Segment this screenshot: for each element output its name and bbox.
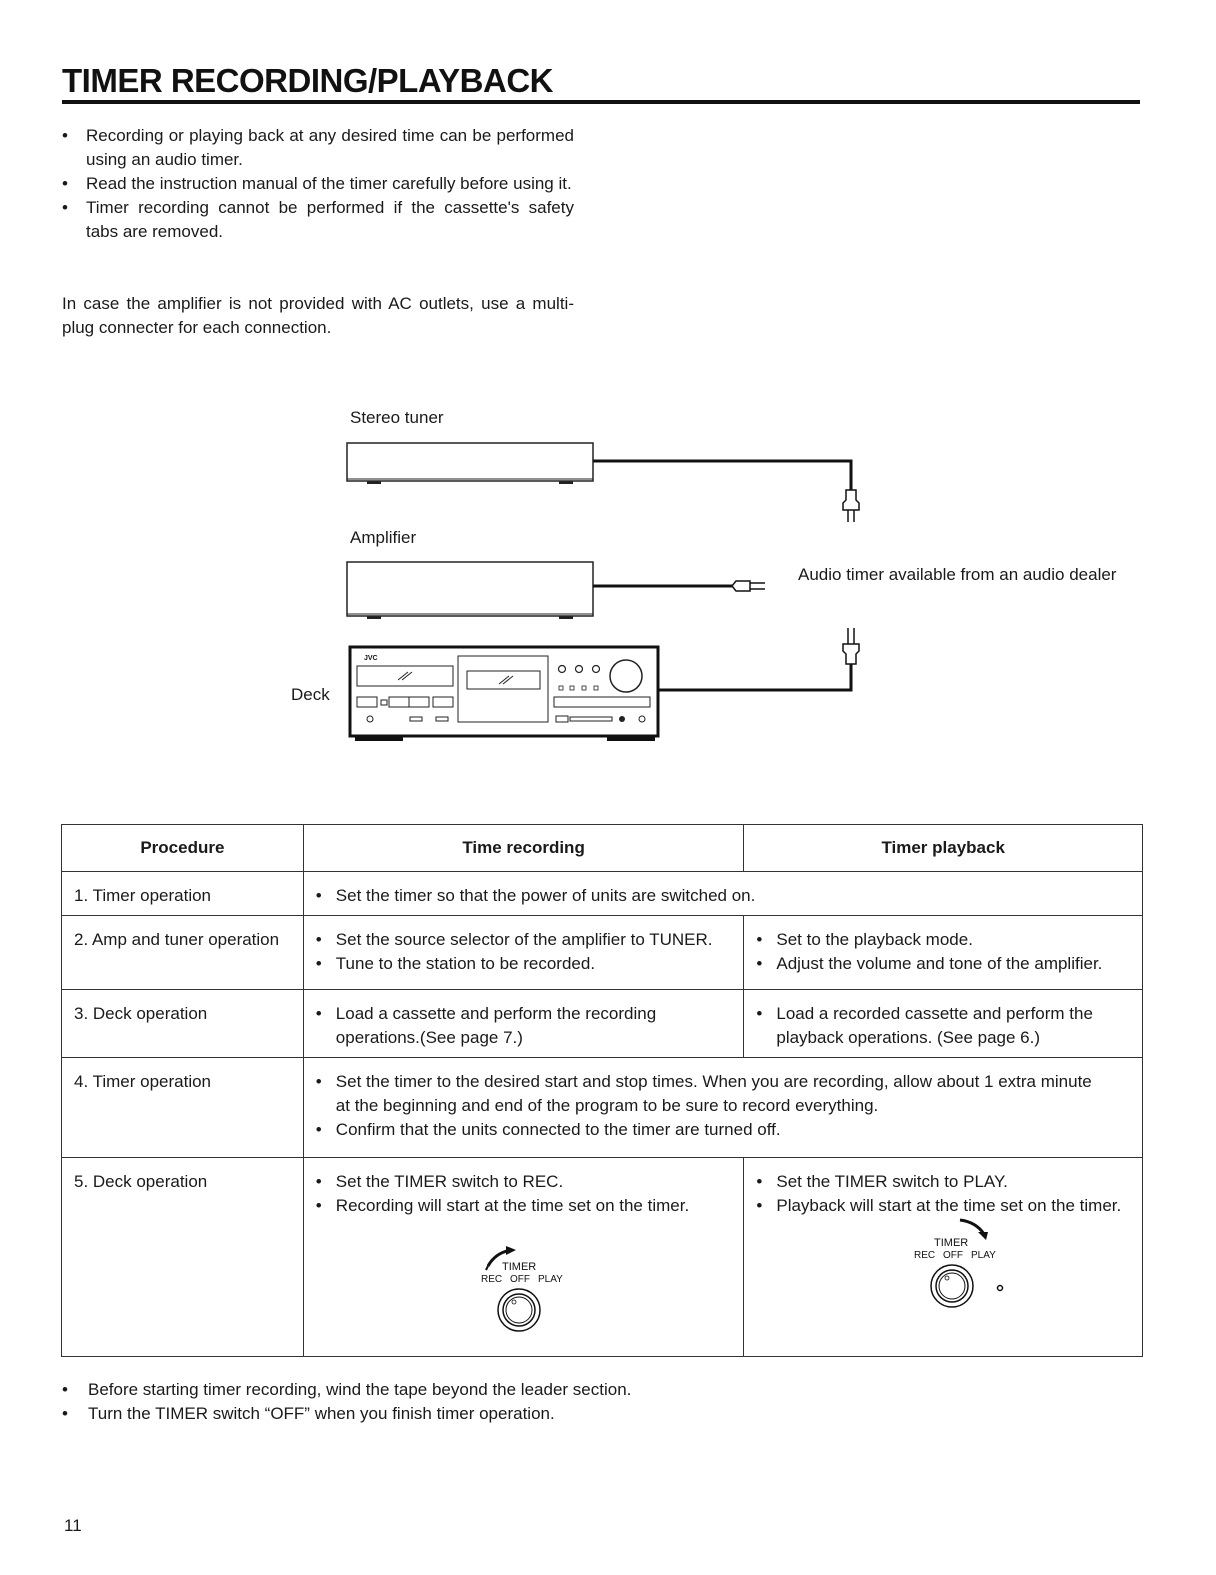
- deck-label: Deck: [291, 685, 330, 704]
- intro-note: In case the amplifier is not provided with AC outlets, use a multi-plug connecter for each connection.: [62, 294, 574, 337]
- step-label: 1. Timer operation: [62, 872, 304, 916]
- footer-notes: [62, 1378, 631, 1426]
- recording-cell: [303, 990, 744, 1058]
- header-procedure: Procedure: [62, 825, 304, 872]
- cell-bullet: • Set the source selector of the amplifier to TUNER.: [316, 928, 732, 952]
- cell-bullet: • Set the TIMER switch to REC.: [316, 1170, 732, 1194]
- cell-bullet: • Load a recorded cassette and perform the playback operations. (See page 6.): [756, 1002, 1130, 1050]
- cell-bullet: • Adjust the volume and tone of the amplifier.: [756, 952, 1130, 976]
- playback-cell: [744, 990, 1143, 1058]
- cell-bullet: • Load a cassette and perform the recording operations.(See page 7.): [316, 1002, 732, 1050]
- shared-cell: [303, 872, 1142, 916]
- step-label: 2. Amp and tuner operation: [62, 916, 304, 990]
- deck-illustration: [350, 647, 658, 741]
- table-row: [62, 990, 1143, 1058]
- knob-rec: REC: [480, 1274, 502, 1285]
- table-header-row: [62, 825, 1143, 872]
- header-timer-playback: Timer playback: [744, 825, 1143, 872]
- cell-bullet: • Recording will start at the time set on the timer.: [316, 1194, 732, 1218]
- knob-play: PLAY: [537, 1274, 563, 1285]
- playback-cell: [744, 1158, 1143, 1357]
- playback-cell: [744, 916, 1143, 990]
- step-label: 5. Deck operation: [62, 1158, 304, 1357]
- deck-power-cord: [658, 628, 859, 690]
- deck-brand: JVC: [364, 655, 378, 662]
- page-title: TIMER RECORDING/PLAYBACK: [62, 62, 553, 99]
- table-row: [62, 916, 1143, 990]
- timer-switch-rec: [316, 1218, 732, 1328]
- table-row: [62, 872, 1143, 916]
- step-label: 3. Deck operation: [62, 990, 304, 1058]
- footer-bullet: • Before starting timer recording, wind the tape beyond the leader section.: [62, 1378, 631, 1402]
- recording-cell: [303, 916, 744, 990]
- stereo-tuner-illustration: [347, 443, 593, 484]
- intro-bullet: • Recording or playing back at any desired time can be performed using an audio timer.: [62, 124, 574, 172]
- shared-cell: [303, 1058, 1142, 1158]
- knob-play: PLAY: [971, 1250, 997, 1261]
- cell-bullet: • Playback will start at the time set on the timer.: [756, 1194, 1130, 1218]
- amplifier-label: Amplifier: [350, 528, 417, 547]
- cell-bullet: • Set the timer so that the power of units are switched on.: [316, 884, 1130, 908]
- cell-bullet: • Set the timer to the desired start and stop times. When you are recording, allow about 1 extra minute at the beginning and end of the program to be sure to record everything.: [316, 1070, 1096, 1118]
- cell-bullet: • Set to the playback mode.: [756, 928, 1130, 952]
- knob-off: OFF: [509, 1274, 530, 1285]
- header-time-recording: Time recording: [303, 825, 744, 872]
- procedure-table: [61, 824, 1143, 1357]
- knob-off: OFF: [943, 1250, 964, 1261]
- timer-knob-play-illustration: [898, 1218, 1008, 1308]
- stereo-tuner-label: Stereo tuner: [350, 408, 444, 427]
- timer-switch-play: [756, 1218, 1130, 1304]
- recording-cell: [303, 1158, 744, 1357]
- intro-bullet: • Timer recording cannot be performed if the cassette's safety tabs are removed.: [62, 196, 574, 244]
- knob-rec: REC: [914, 1250, 936, 1261]
- audio-timer-label: Audio timer available from an audio dealer: [798, 565, 1117, 584]
- table-row: [62, 1058, 1143, 1158]
- cell-bullet: • Tune to the station to be recorded.: [316, 952, 732, 976]
- cell-bullet: • Confirm that the units connected to the timer are turned off.: [316, 1118, 1130, 1142]
- timer-knob-rec-illustration: [476, 1244, 576, 1334]
- cell-bullet: • Set the TIMER switch to PLAY.: [756, 1170, 1130, 1194]
- tuner-power-cord: [593, 461, 859, 522]
- table-row: [62, 1158, 1143, 1357]
- step-label: 4. Timer operation: [62, 1058, 304, 1158]
- footer-bullet: • Turn the TIMER switch “OFF” when you finish timer operation.: [62, 1402, 631, 1426]
- knob-title: TIMER: [501, 1261, 537, 1273]
- amplifier-illustration: [347, 562, 593, 619]
- amplifier-power-cord: [593, 581, 765, 591]
- knob-title: TIMER: [934, 1237, 969, 1249]
- intro-bullet: • Read the instruction manual of the timer carefully before using it.: [62, 172, 574, 196]
- page-number: 11: [64, 1516, 82, 1535]
